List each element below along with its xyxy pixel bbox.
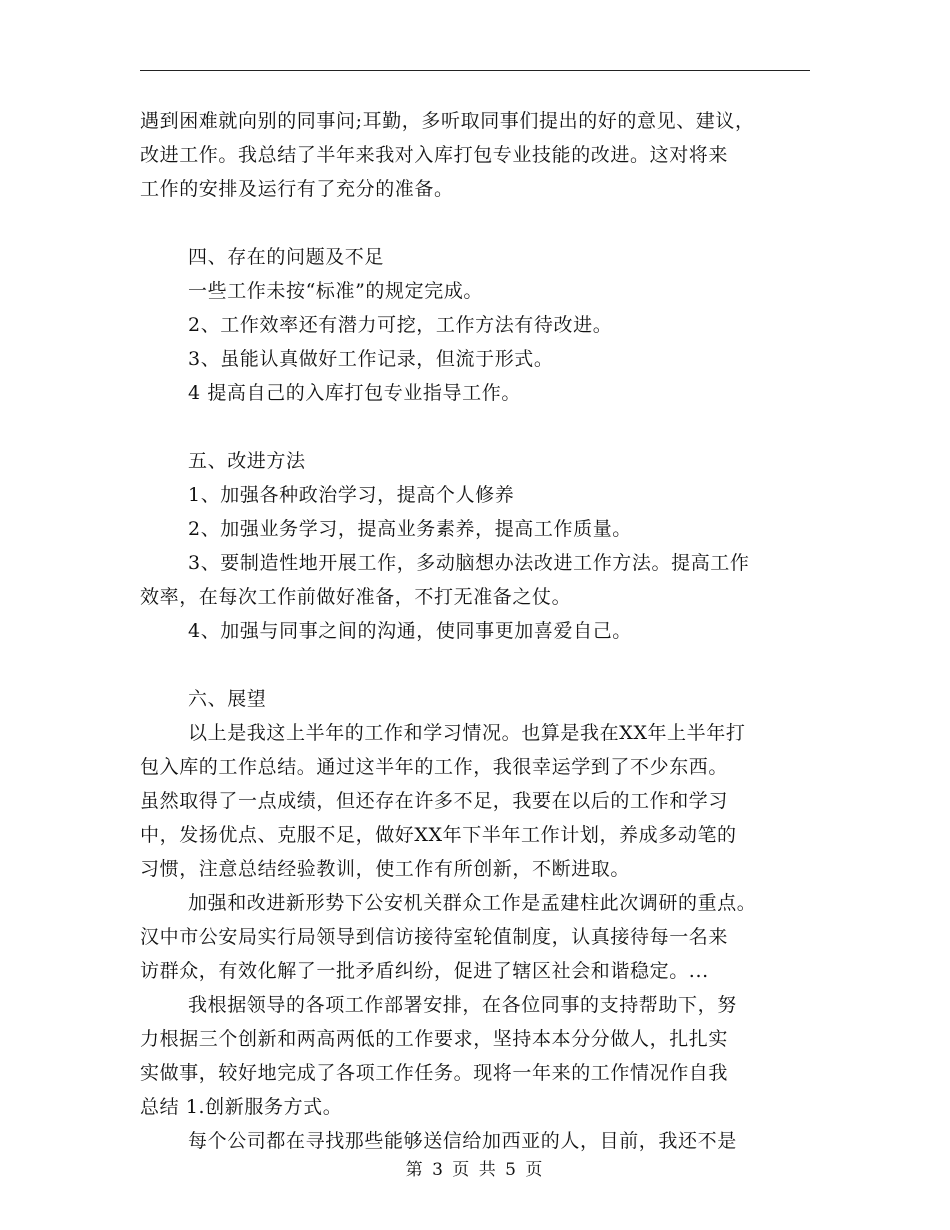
text-line: 中，发扬优点、克服不足，做好XX年下半年工作计划，养成多动笔的	[140, 824, 737, 846]
text-line: 总结 1.创新服务方式。	[140, 1096, 343, 1118]
text-line: 五、改进方法	[188, 450, 306, 472]
paragraph-gap	[140, 648, 810, 682]
page-footer: 第 3 页 共 5 页	[405, 1160, 545, 1180]
text-line: 六、展望	[188, 688, 267, 710]
text-line: 效率，在每次工作前做好准备，不打无准备之仗。	[140, 586, 572, 608]
header-rule	[140, 70, 810, 71]
text-line: 四、存在的问题及不足	[188, 246, 385, 268]
text-line: 虽然取得了一点成绩，但还存在许多不足，我要在以后的工作和学习	[140, 790, 729, 812]
text-line: 2、加强业务学习，提高业务素养，提高工作质量。	[188, 518, 632, 540]
paragraph-gap	[140, 410, 810, 444]
text-line: 3、要制造性地开展工作，多动脑想办法改进工作方法。提高工作	[188, 552, 750, 574]
text-line: 4 提高自己的入库打包专业指导工作。	[188, 382, 521, 404]
text-line: 汉中市公安局实行局领导到信访接待室轮值制度，认真接待每一名来	[140, 926, 729, 948]
document-body	[140, 104, 810, 1158]
text-line: 包入库的工作总结。通过这半年的工作，我很幸运学到了不少东西。	[140, 756, 729, 778]
text-line: 工作的安排及运行有了充分的准备。	[140, 178, 454, 200]
text-line: 一些工作未按“标准”的规定完成。	[188, 280, 484, 302]
text-line: 加强和改进新形势下公安机关群众工作是孟建柱此次调研的重点。	[188, 892, 757, 914]
text-line: 每个公司都在寻找那些能够送信给加西亚的人，目前，我还不是	[188, 1130, 737, 1152]
text-line: 改进工作。我总结了半年来我对入库打包专业技能的改进。这对将来	[140, 144, 729, 166]
text-line: 以上是我这上半年的工作和学习情况。也算是我在XX年上半年打	[188, 722, 746, 744]
text-line: 访群众，有效化解了一批矛盾纠纷，促进了辖区社会和谐稳定。...	[140, 960, 709, 982]
text-line: 4、加强与同事之间的沟通，使同事更加喜爱自己。	[188, 620, 632, 642]
paragraph-gap	[140, 206, 810, 240]
text-line: 实做事，较好地完成了各项工作任务。现将一年来的工作情况作自我	[140, 1062, 729, 1084]
text-line: 3、虽能认真做好工作记录，但流于形式。	[188, 348, 554, 370]
text-line: 我根据领导的各项工作部署安排，在各位同事的支持帮助下，努	[188, 994, 737, 1016]
text-line: 习惯，注意总结经验教训，使工作有所创新，不断进取。	[140, 858, 631, 880]
text-line: 2、工作效率还有潜力可挖，工作方法有待改进。	[188, 314, 613, 336]
text-line: 力根据三个创新和两高两低的工作要求，坚持本本分分做人，扎扎实	[140, 1028, 729, 1050]
text-line: 遇到困难就向别的同事问;耳勤，多听取同事们提出的好的意见、建议，	[140, 110, 755, 132]
text-line: 1、加强各种政治学习，提高个人修养	[188, 484, 515, 506]
